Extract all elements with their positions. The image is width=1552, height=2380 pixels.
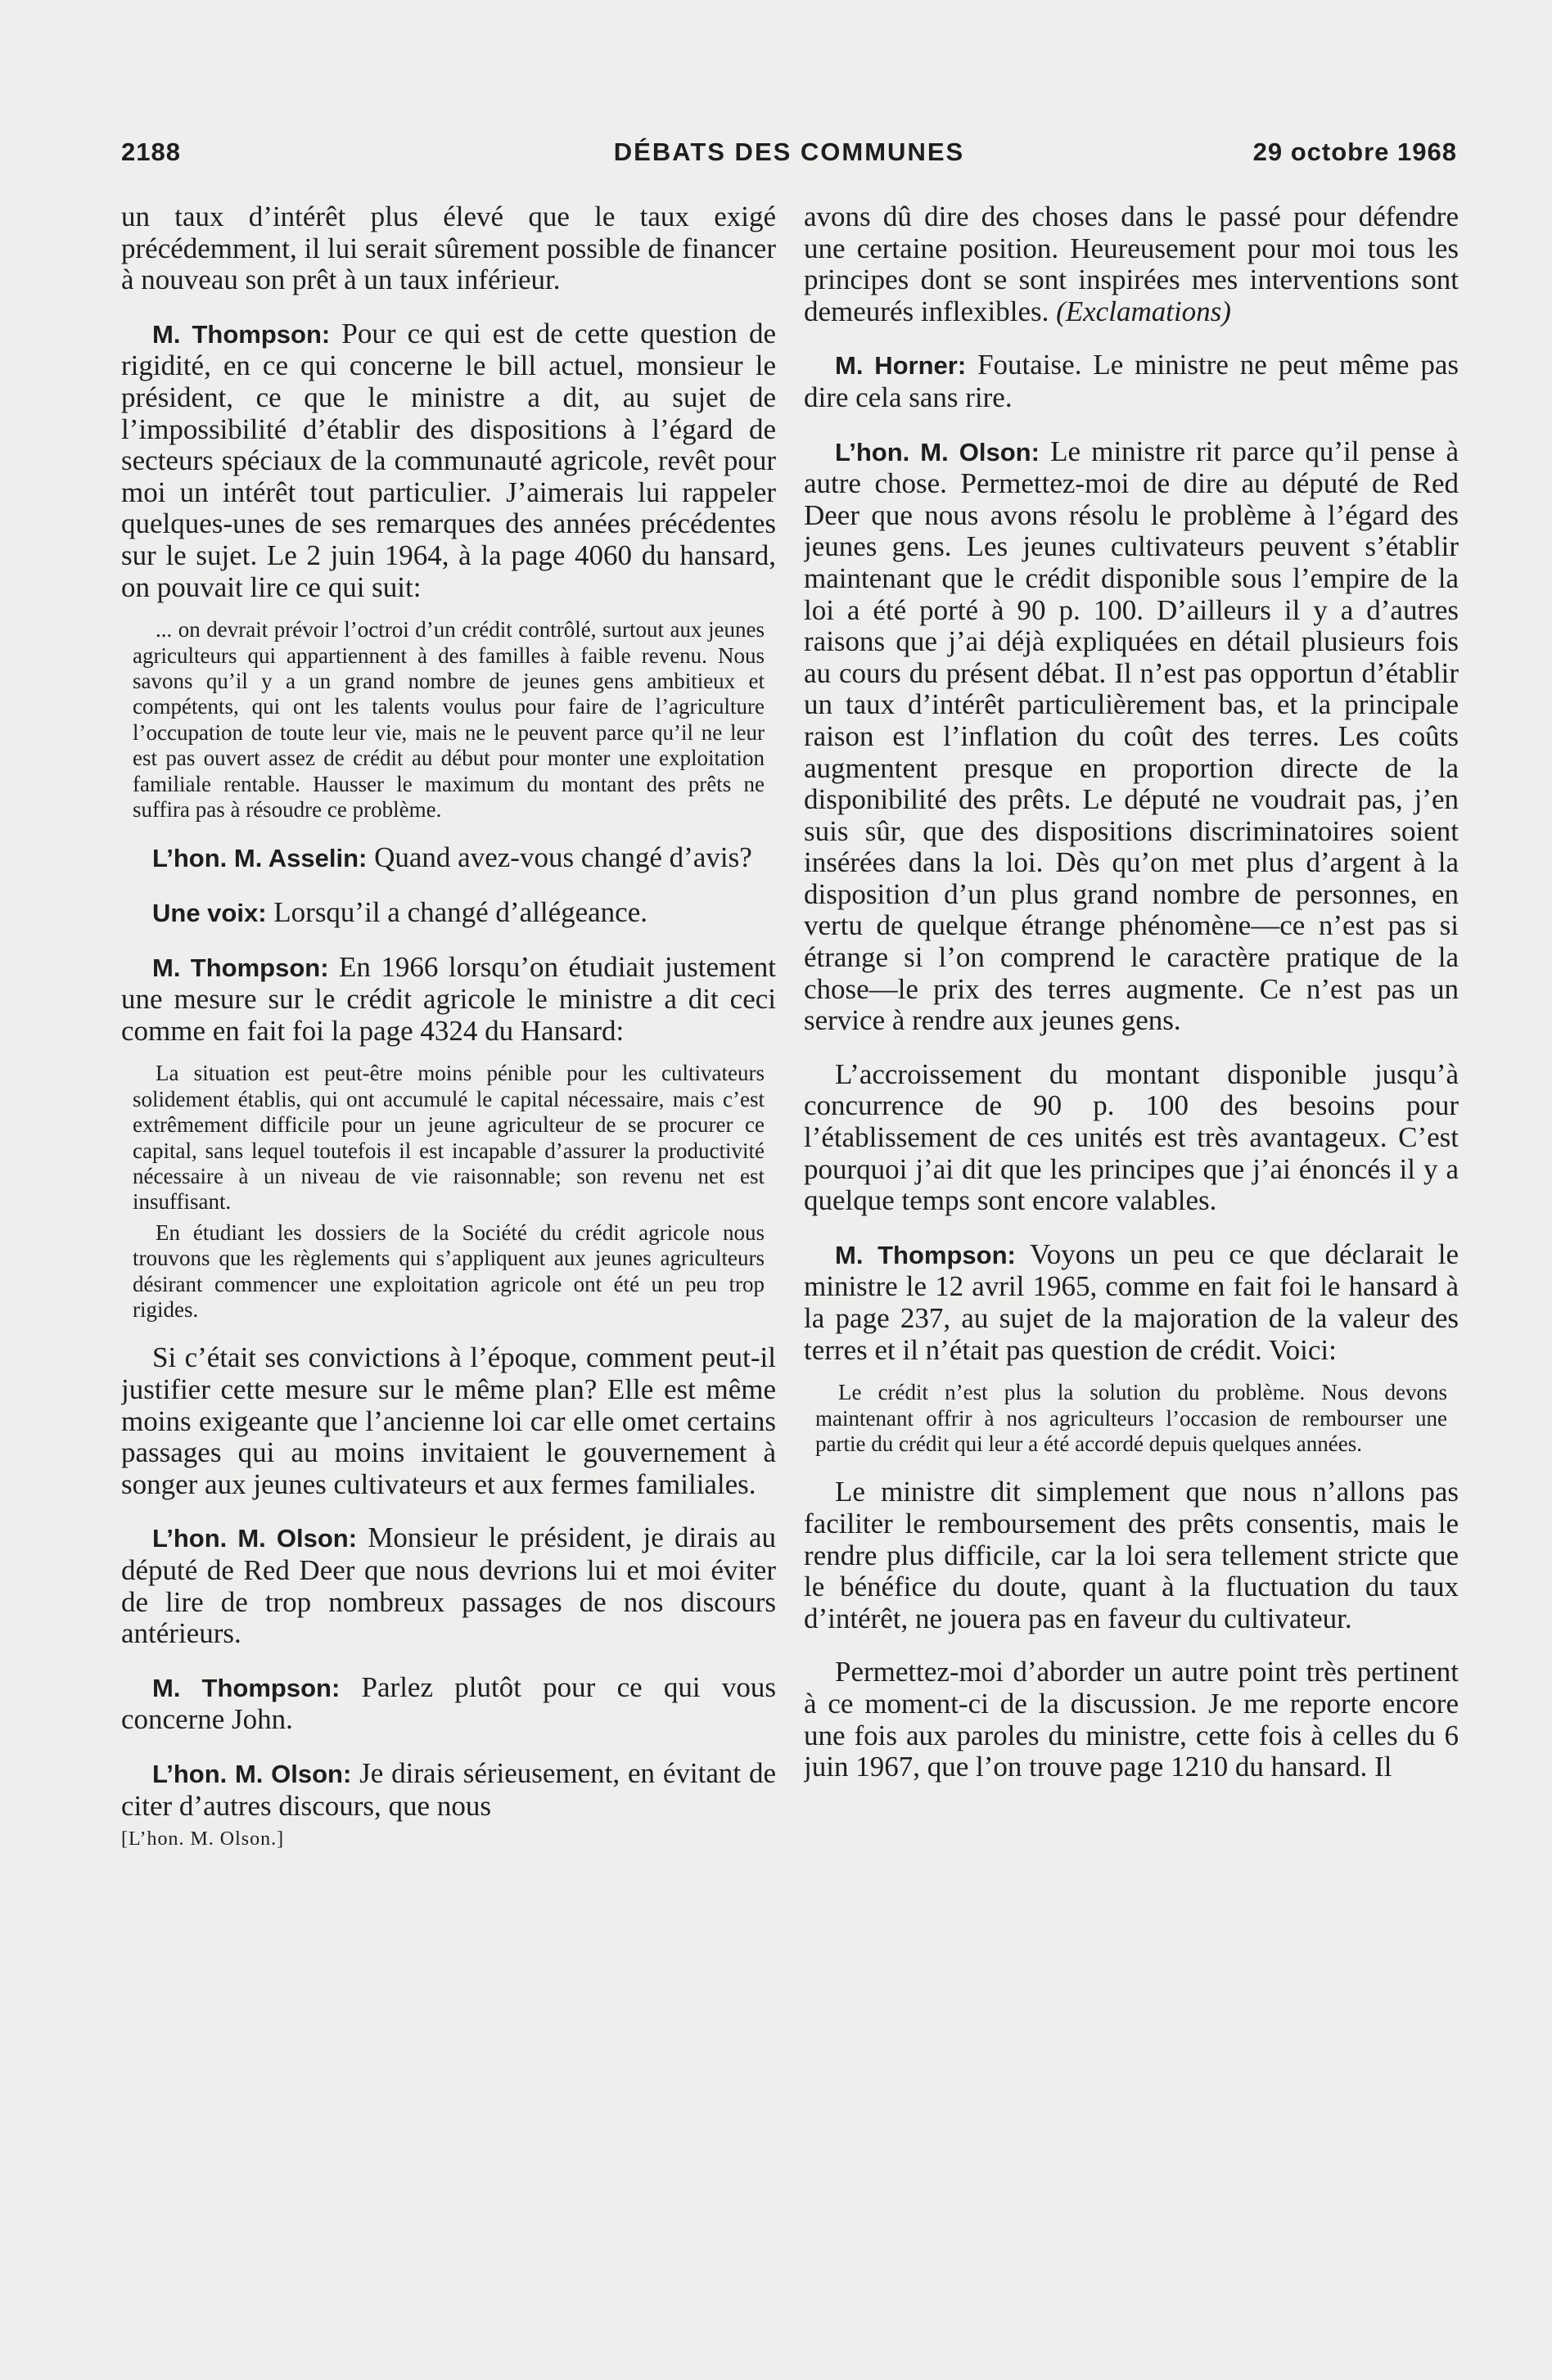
- speech-text: Lorsqu’il a changé d’allégeance.: [273, 895, 647, 928]
- paragraph: [804, 201, 1459, 327]
- speaker-name: L’hon. M. Asselin:: [152, 844, 368, 873]
- page-footer-speaker: [L’hon. M. Olson.]: [121, 1828, 285, 1850]
- block-quote: [815, 1380, 1447, 1457]
- speech-text: Monsieur le président, je dirais au député de Red Deer que nous devrions lui et moi éviter de lire de trop nombreux passages de nos discours antérieurs.: [121, 1521, 776, 1650]
- speech-paragraph: [121, 1672, 776, 1736]
- quote-paragraph: La situation est peut-être moins pénible pour les cultivateurs solidement établis, qui ont accumulé le capital nécessaire, mais c’est extrêmement difficile pour un jeune agriculteur de se procurer ce capital, sans lequel toutefois il est incapable d’assurer la productivité nécessaire à un niveau de vie raisonnable; son revenu net est insuffisant.: [133, 1061, 765, 1215]
- interjection: (Exclamations): [1056, 295, 1231, 327]
- speech-paragraph: [804, 349, 1459, 413]
- paragraph: Le ministre dit simplement que nous n’allons pas faciliter le remboursement des prêts consentis, mais le rendre plus difficile, car la loi sera tellement stricte que le bénéfice du doute, quant à la fluctuation du taux d’intérêt, ne jouera pas en faveur du cultivateur.: [804, 1476, 1459, 1634]
- speaker-name: M. Thompson:: [835, 1240, 1016, 1269]
- speech-paragraph: [804, 436, 1459, 1037]
- paragraph: Si c’était ses convictions à l’époque, comment peut-il justifier cette mesure sur le même plan? Elle est même moins exigeante que l’ancienne loi car elle omet certains passages qui au moins invitaient le gouvernement à songer aux jeunes cultivateurs et aux fermes familiales.: [121, 1341, 776, 1500]
- speech-text: Foutaise. Le ministre ne peut même pas dire cela sans rire.: [804, 349, 1459, 413]
- speech-text: Voyons un peu ce que déclarait le ministre le 12 avril 1965, comme en fait foi le hansard à la page 237, au sujet de la majoration de la valeur des terres et il n’était pas question de crédit. Voici:: [804, 1237, 1459, 1366]
- speech-text: Pour ce qui est de cette question de rigidité, en ce qui concerne le bill actuel, monsieur le président, ce que le ministre a dit, au sujet de l’impossibilité d’établir des dispositions à l’égard de secteurs spéciaux de la communauté agricole, revêt pour moi un intérêt tout particulier. J’aimerais lui rappeler quelques-unes de ses remarques des années précédentes sur le sujet. Le 2 juin 1964, à la page 4060 du hansard, on pouvait lire ce qui suit:: [121, 317, 776, 603]
- right-column: [804, 201, 1459, 2329]
- speaker-name: M. Thompson:: [152, 953, 329, 982]
- speaker-name: M. Thompson:: [152, 1673, 341, 1702]
- speech-text: avons dû dire des choses dans le passé pour défendre une certaine position. Heureusement pour moi tous les principes dont se sont inspirées mes interventions sont demeurés inflexibles.: [804, 201, 1459, 327]
- speaker-name: L’hon. M. Olson:: [835, 437, 1040, 467]
- paragraph: un taux d’intérêt plus élevé que le taux exigé précédemment, il lui serait sûrement possible de financer à nouveau son prêt à un taux inférieur.: [121, 201, 776, 296]
- paragraph: Permettez-moi d’aborder un autre point très pertinent à ce moment-ci de la discussion. Je me reporte encore une fois aux paroles du ministre, cette fois à celles du 6 juin 1967, que l’on trouve page 1210 du hansard. Il: [804, 1656, 1459, 1783]
- left-column: [121, 201, 776, 2329]
- speech-paragraph: [121, 842, 776, 875]
- page-date: 29 octobre 1968: [1252, 137, 1457, 166]
- speech-paragraph: [804, 1239, 1459, 1366]
- speech-text: Quand avez-vous changé d’avis?: [374, 841, 752, 874]
- speaker-name: L’hon. M. Olson:: [152, 1759, 352, 1788]
- block-quote: [133, 1061, 765, 1323]
- quote-paragraph: ... on devrait prévoir l’octroi d’un crédit contrôlé, surtout aux jeunes agriculteurs qui appartiennent à des familles à faible revenu. Nous savons qu’il y a un grand nombre de jeunes gens ambitieux et compétents, qui ont les talents voulus pour faire de l’agriculture l’occupation de toute leur vie, mais ne le peuvent parce qu’il ne leur est pas ouvert assez de crédit au début pour monter une exploitation familiale rentable. Hausser le maximum du montant des prêts ne suffira pas à résoudre ce problème.: [133, 617, 765, 822]
- speaker-name: L’hon. M. Olson:: [152, 1524, 358, 1553]
- speech-paragraph: [121, 952, 776, 1048]
- speaker-name: Une voix:: [152, 898, 267, 927]
- speaker-name: M. Horner:: [835, 351, 967, 381]
- speaker-name: M. Thompson:: [152, 319, 331, 349]
- quote-paragraph: En étudiant les dossiers de la Société du crédit agricole nous trouvons que les règlements qui s’appliquent aux jeunes agriculteurs désirant commencer une exploitation agricole ont été un peu trop rigides.: [133, 1219, 765, 1322]
- speech-paragraph: [121, 1758, 776, 1822]
- page-header: [121, 137, 1457, 174]
- quote-paragraph: Le crédit n’est plus la solution du problème. Nous devons maintenant offrir à nos agriculteurs l’occasion de rembourser une partie du crédit qui leur a été accordé depuis quelques années.: [815, 1380, 1447, 1456]
- speech-text: Le ministre rit parce qu’il pense à autre chose. Permettez-moi de dire au député de Red Deer que nous avons résolu le problème à l’égard des jeunes gens. Les jeunes cultivateurs peuvent s’établir maintenant que le crédit disponible sous l’empire de la loi a été porté à 90 p. 100. D’ailleurs il y a d’autres raisons que j’ai déjà expliquées en détail plusieurs fois au cours du présent débat. Il n’est pas opportun d’établir un taux d’intérêt particulièrement bas, et la principale raison est l’inflation du coût des terres. Les coûts augmentent presque en proportion directe de la disponibilité des prêts. Le député ne voudrait pas, j’en suis sûr, que des dispositions discriminatoires soient insérées dans la loi. Dès qu’on met plus d’argent à la disposition d’un plus grand nombre de personnes, en vertu de quelque étrange phénomène—ce n’est pas si étrange si l’on comprend le caractère pratique de la chose—le prix des terres augmente. Ce n’est pas un service à rendre aux jeunes gens.: [804, 435, 1459, 1037]
- block-quote: [133, 617, 765, 823]
- speech-paragraph: [121, 318, 776, 603]
- paragraph: L’accroissement du montant disponible jusqu’à concurrence de 90 p. 100 des besoins pour l’établissement de ces unités est très avantageux. C’est pourquoi j’ai dit que les principes que j’ai énoncés il y a quelque temps sont encore valables.: [804, 1057, 1459, 1217]
- speech-paragraph: [121, 897, 776, 930]
- page-title: DÉBATS DES COMMUNES: [613, 137, 965, 166]
- speech-paragraph: [121, 1522, 776, 1649]
- speech-text: Je dirais sérieusement, en évitant de citer d’autres discours, que nous: [121, 1756, 776, 1822]
- speech-text: En 1966 lorsqu’on étudiait justement une mesure sur le crédit agricole le ministre a dit ceci comme en fait foi la page 4324 du Hansard:: [121, 950, 776, 1047]
- speech-text: Parlez plutôt pour ce qui vous concerne John.: [121, 1670, 776, 1736]
- page-number: 2188: [121, 137, 181, 166]
